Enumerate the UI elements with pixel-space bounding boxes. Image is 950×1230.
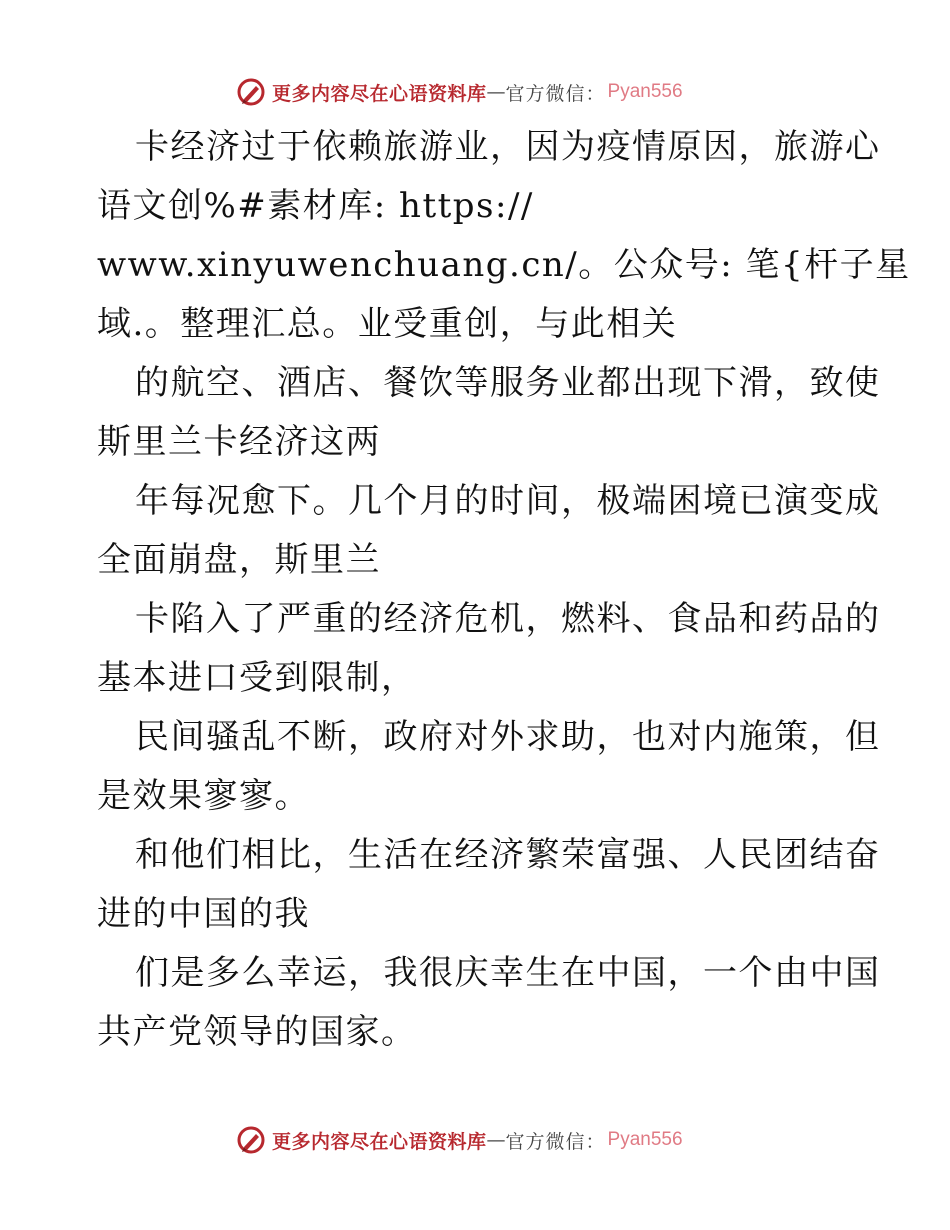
- wechat-id: Pyan556: [607, 1129, 683, 1150]
- text-line: 进的中国的我: [97, 894, 310, 934]
- text-line: 的航空、酒店、餐饮等服务业都出现下滑，致使: [135, 363, 881, 403]
- text-line: 年每况愈下。几个月的时间，极端困境已演变成: [135, 481, 881, 521]
- text-line: 和他们相比，生活在经济繁荣富强、人民团结奋: [135, 835, 881, 875]
- text-line: 全面崩盘，斯里兰: [97, 540, 381, 580]
- wechat-label: 官方微信：: [505, 1130, 606, 1153]
- text-line: 斯里兰卡经济这两: [97, 422, 381, 462]
- banner-text: 更多内容尽在心语资料库: [272, 1130, 487, 1153]
- banner-separator: —: [486, 81, 506, 103]
- text-line: 们是多么幸运，我很庆幸生在中国，一个由中国: [135, 953, 881, 993]
- pen-logo-icon: [236, 1125, 266, 1155]
- pen-logo-icon: [236, 77, 266, 107]
- text-line: 基本进口受到限制，: [97, 658, 417, 698]
- text-line: 卡陷入了严重的经济危机，燃料、食品和药品的: [135, 599, 881, 639]
- wechat-label: 官方微信：: [505, 82, 606, 105]
- text-line: 民间骚乱不断，政府对外求助，也对内施策，但: [135, 717, 881, 757]
- footer-banner: [0, 1120, 950, 1160]
- text-line: 域.。整理汇总。业受重创，与此相关: [97, 304, 678, 344]
- header-banner: [0, 72, 950, 112]
- text-line: 共产党领导的国家。: [97, 1012, 417, 1052]
- text-line: 是效果寥寥。: [97, 776, 310, 816]
- banner-text: 更多内容尽在心语资料库: [272, 82, 487, 105]
- text-line: www.xinyuwenchuang.cn/。公众号: 笔{杆子星: [97, 245, 911, 285]
- wechat-id: Pyan556: [607, 81, 683, 102]
- text-line: 语文创%#素材库: https://: [97, 186, 534, 226]
- text-line: 卡经济过于依赖旅游业，因为疫情原因，旅游心: [135, 127, 881, 167]
- banner-separator: —: [486, 1129, 506, 1151]
